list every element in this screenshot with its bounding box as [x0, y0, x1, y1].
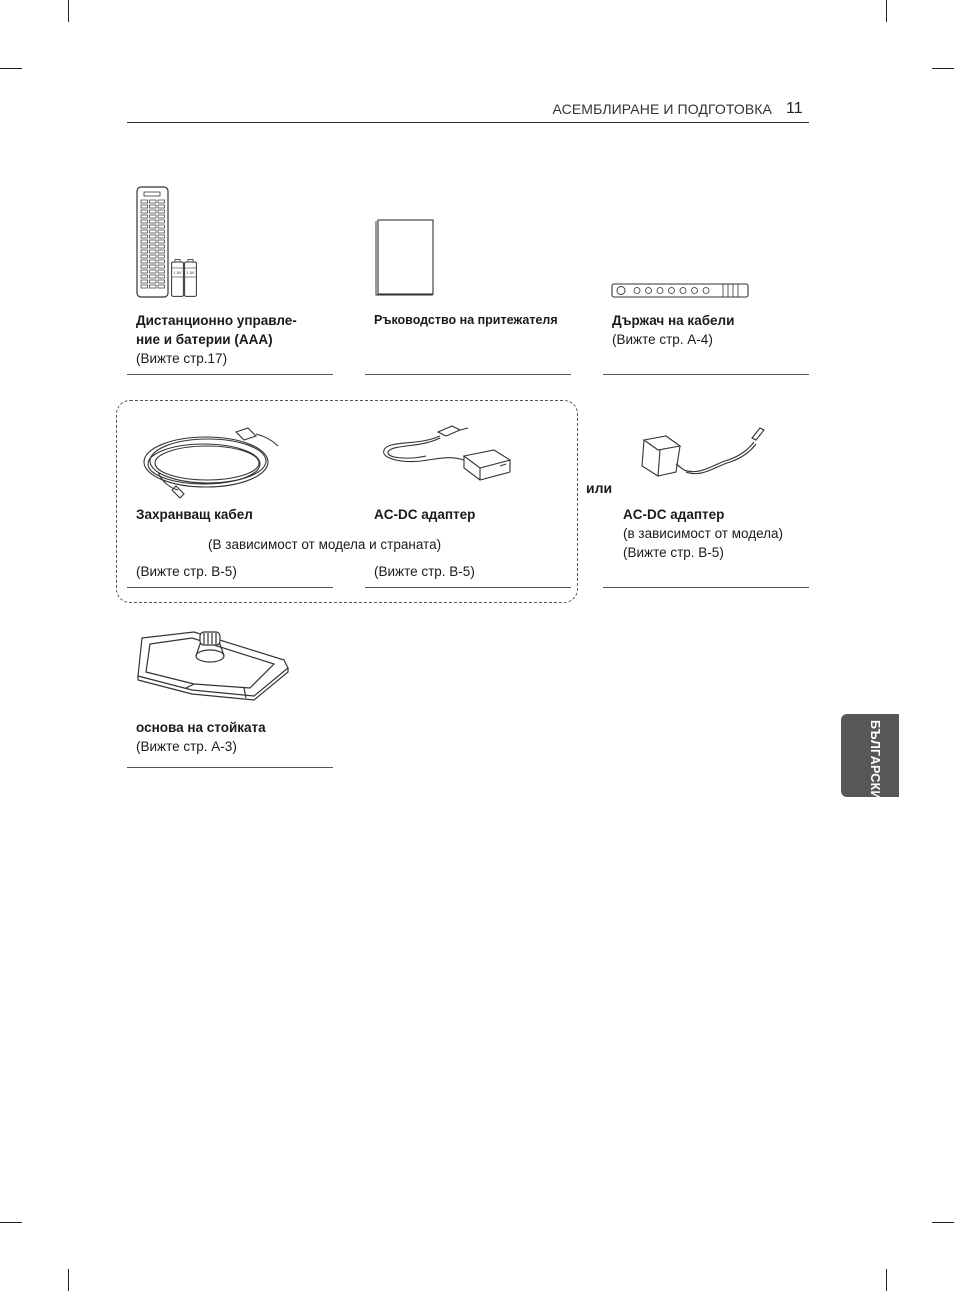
page-number: 11	[786, 100, 803, 117]
language-tab	[841, 714, 899, 800]
adapter-a-name: AC-DC адаптер	[374, 507, 476, 522]
battery-label: 1.5V	[186, 270, 195, 275]
crop-mark	[886, 0, 887, 22]
crop-mark	[932, 68, 954, 69]
ac-dc-adapter-icon	[378, 420, 514, 486]
power-cord-icon	[140, 424, 282, 500]
crop-mark	[932, 1222, 954, 1223]
remote-name-line2: ние и батерии (AAA)	[136, 332, 273, 347]
adapter-b-name: AC-DC адаптер	[623, 507, 725, 522]
adapter-a-ref: (Вижте стр. B-5)	[374, 564, 475, 579]
crop-mark	[0, 68, 22, 69]
item-divider	[365, 587, 571, 588]
cable-holder-name: Държач на кабели	[612, 313, 735, 328]
item-divider	[127, 587, 333, 588]
item-divider	[365, 374, 571, 375]
cable-holder-icon	[611, 283, 751, 299]
battery-icon	[184, 259, 197, 297]
remote-ref: (Вижте стр.17)	[136, 351, 228, 366]
crop-mark	[68, 1269, 69, 1291]
item-divider	[603, 587, 809, 588]
header-rule	[127, 122, 809, 123]
item-divider	[127, 374, 333, 375]
item-divider	[603, 374, 809, 375]
group-note: (В зависимост от модела и страната)	[208, 537, 442, 552]
power-cord-name: Захранващ кабел	[136, 507, 253, 522]
manual-icon	[372, 218, 436, 298]
adapter-b-ref: (Вижте стр. B-5)	[623, 545, 724, 560]
cable-holder-ref: (Вижте стр. A-4)	[612, 332, 713, 347]
stand-base-ref: (Вижте стр. A-3)	[136, 739, 237, 754]
battery-label: 1.5V	[173, 270, 182, 275]
stand-base-name: основа на стойката	[136, 720, 266, 735]
crop-mark	[886, 1269, 887, 1291]
remote-control-icon	[136, 186, 170, 298]
adapter-b-note: (в зависимост от модела)	[623, 526, 784, 541]
or-label: или	[586, 480, 613, 496]
language-tab-label: БЪЛГАРСКИ	[868, 720, 882, 800]
power-cord-ref: (Вижте стр. B-5)	[136, 564, 237, 579]
remote-name-line1: Дистанционно управле-	[136, 313, 297, 328]
manual-name: Ръководство на притежателя	[374, 313, 558, 327]
wall-adapter-icon	[636, 420, 770, 486]
stand-base-icon	[134, 626, 296, 702]
section-title: АСЕМБЛИРАНЕ И ПОДГОТОВКА	[552, 101, 772, 117]
item-divider	[127, 767, 333, 768]
crop-mark	[68, 0, 69, 22]
crop-mark	[0, 1222, 22, 1223]
battery-icon	[171, 259, 184, 297]
